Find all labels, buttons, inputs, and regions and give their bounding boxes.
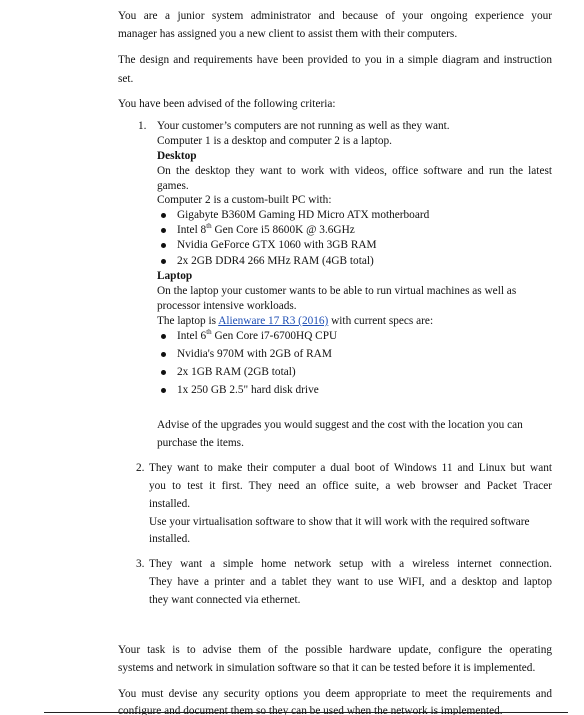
laptop-spec-disk: 1x 250 GB 2.5" hard disk drive	[177, 384, 319, 396]
item-2-line-1: They want to make their computer a dual boot of Windows 11 and Linux but want	[149, 462, 552, 474]
item-3-number: 3.	[136, 558, 145, 570]
alienware-link[interactable]: Alienware 17 R3 (2016)	[218, 315, 329, 327]
computer-2-spec-intro: Computer 2 is a custom-built PC with:	[157, 194, 332, 206]
laptop-spec-cpu: Intel 6th Gen Core i7-6700HQ CPU	[177, 328, 338, 342]
intro-paragraph-2-line-1: The design and requirements have been provided to you in a simple diagram and instruction	[118, 54, 552, 66]
bullet-icon	[161, 243, 166, 248]
item-2-line-4: Use your virtualisation software to show that it will work with the required software	[149, 516, 530, 528]
advise-line-2: purchase the items.	[157, 437, 244, 449]
security-paragraph-line-1: You must devise any security options you deem appropriate to meet the requirements and	[118, 688, 552, 700]
bullet-icon	[161, 352, 166, 357]
intro-paragraph-1-line-2: manager has assigned you a new client to assist them with their computers.	[118, 28, 458, 40]
advise-line-1: Advise of the upgrades you would suggest and the cost with the location you can	[157, 419, 523, 431]
laptop-spec-gpu: Nvidia's 970M with 2GB of RAM	[177, 348, 332, 360]
desktop-spec-motherboard: Gigabyte B360M Gaming HD Micro ATX motherboard	[177, 209, 430, 221]
item-3-line-3: they want connected via ethernet.	[149, 594, 301, 606]
desktop-description-line-1: On the desktop they want to work with videos, office software and run the latest	[157, 165, 552, 177]
item-3-line-2: They have a printer and a tablet they want to use WiFI, and a desktop and laptop	[149, 576, 552, 588]
item-2-line-5: installed.	[149, 533, 191, 545]
intro-paragraph-2-line-2: set.	[118, 73, 134, 85]
task-paragraph-line-2: systems and network in simulation software so that it can be tested before it is implemented.	[118, 662, 536, 674]
bullet-icon	[161, 213, 166, 218]
laptop-spec-ram: 2x 1GB RAM (2GB total)	[177, 366, 296, 378]
laptop-heading: Laptop	[157, 270, 193, 282]
item-1-number: 1.	[138, 120, 147, 132]
laptop-description-line-1: On the laptop your customer wants to be able to run virtual machines as well as	[157, 285, 517, 297]
intro-paragraph-1-line-1: You are a junior system administrator and because of your ongoing experience your	[118, 10, 552, 22]
bullet-icon	[161, 370, 166, 375]
item-1-line-2: Computer 1 is a desktop and computer 2 is a laptop.	[157, 135, 392, 147]
item-2-line-3: installed.	[149, 498, 191, 510]
criteria-heading: You have been advised of the following criteria:	[118, 98, 336, 110]
item-3-line-1: They want a simple home network setup with a wireless internet connection.	[149, 558, 552, 570]
page-bottom-rule	[44, 712, 568, 713]
desktop-heading: Desktop	[157, 150, 197, 162]
desktop-spec-cpu: Intel 8th Gen Core i5 8600K @ 3.6GHz	[177, 222, 355, 236]
item-2-number: 2.	[136, 462, 145, 474]
item-1-line-1: Your customer’s computers are not running as well as they want.	[157, 120, 450, 132]
item-2-line-2: you to test it first. They need an office suite, a web browser and Packet Tracer	[149, 480, 552, 492]
task-paragraph-line-1: Your task is to advise them of the possible hardware update, configure the operating	[118, 644, 552, 656]
bullet-icon	[161, 228, 166, 233]
desktop-spec-ram: 2x 2GB DDR4 266 MHz RAM (4GB total)	[177, 255, 374, 267]
desktop-spec-gpu: Nvidia GeForce GTX 1060 with 3GB RAM	[177, 239, 377, 251]
bullet-icon	[161, 334, 166, 339]
desktop-description-line-2: games.	[157, 180, 189, 192]
security-paragraph-line-2: configure and document them so they can be used when the network is implemented.	[118, 705, 503, 715]
bullet-icon	[161, 388, 166, 393]
laptop-description-line-2: processor intensive workloads.	[157, 300, 297, 312]
bullet-icon	[161, 259, 166, 264]
laptop-model-line: The laptop is Alienware 17 R3 (2016) with current specs are:	[157, 315, 434, 327]
